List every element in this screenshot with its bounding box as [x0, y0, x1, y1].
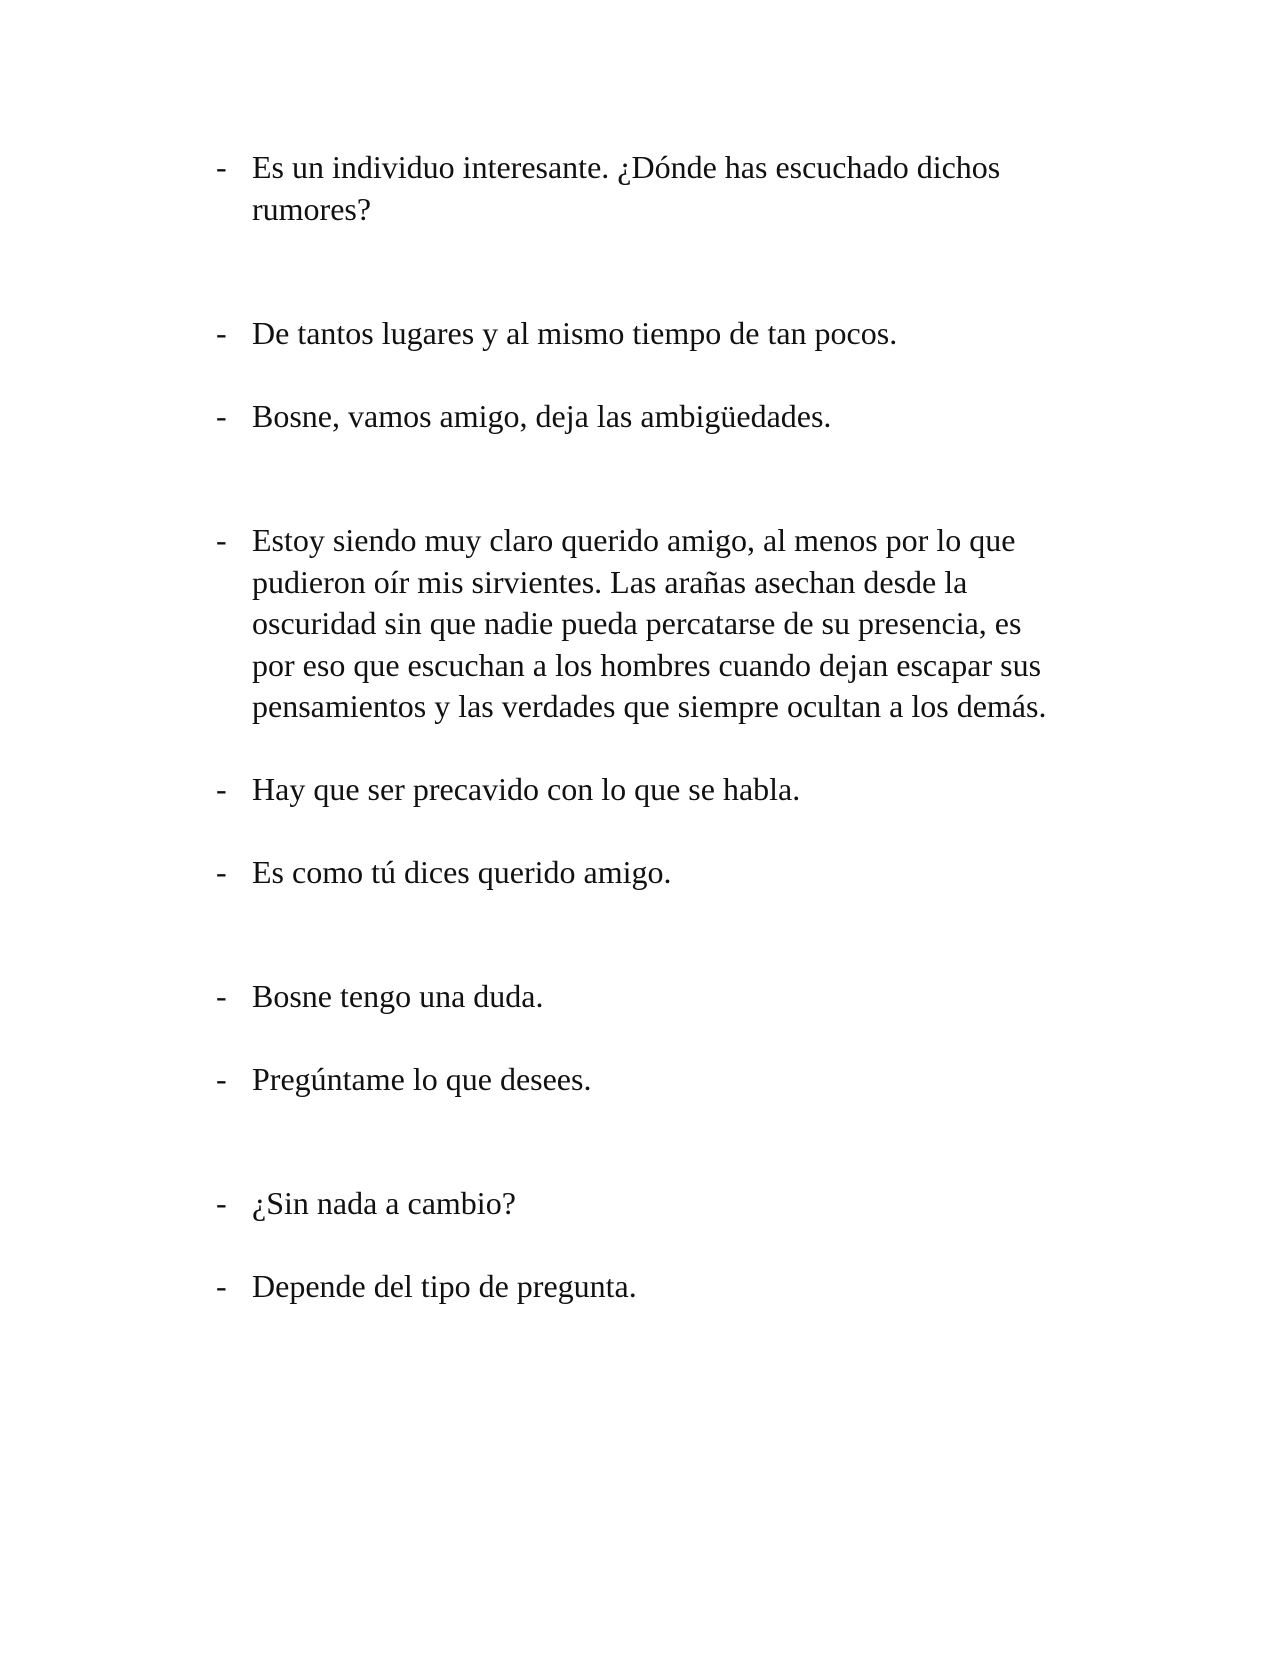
dialogue-text: Depende del tipo de pregunta.	[252, 1268, 637, 1304]
dialogue-text: Pregúntame lo que desees.	[252, 1061, 592, 1097]
dialogue-line	[216, 1183, 1096, 1225]
dialogue-line	[216, 520, 1096, 728]
dialogue-dash: -	[216, 398, 227, 434]
dialogue-dash: -	[216, 854, 227, 890]
dialogue-text: ¿Sin nada a cambio?	[252, 1185, 516, 1221]
dialogue-dash: -	[216, 1185, 227, 1221]
dialogue-text: Bosne, vamos amigo, deja las ambigüedades.	[252, 398, 832, 434]
dialogue-line	[216, 769, 1096, 811]
dialogue-dash: -	[216, 1061, 227, 1097]
dialogue-dash: -	[216, 315, 227, 351]
dialogue-line	[216, 852, 1096, 894]
dialogue-dash: -	[216, 978, 227, 1014]
dialogue-line	[216, 1059, 1096, 1101]
dialogue-text: Bosne tengo una duda.	[252, 978, 544, 1014]
dialogue-dash: -	[216, 149, 227, 185]
dialogue-text: Estoy siendo muy claro querido amigo, al menos por lo que pudieron oír mis sirvientes. Las arañas asechan desde la oscuridad sin que nadie pueda percatarse de su presencia, es por eso que escuchan a los hombres cuando dejan escapar sus pensamientos y las verdades que siempre ocultan a los demás.	[252, 522, 1047, 724]
dialogue-text: Es un individuo interesante. ¿Dónde has escuchado dichos rumores?	[252, 149, 1001, 227]
dialogue-line	[216, 313, 1096, 355]
dialogue-text: De tantos lugares y al mismo tiempo de tan pocos.	[252, 315, 898, 351]
dialogue-dash: -	[216, 522, 227, 558]
dialogue-line	[216, 396, 1096, 438]
dialogue-dash: -	[216, 1268, 227, 1304]
dialogue-line	[216, 147, 1096, 230]
dialogue-text: Hay que ser precavido con lo que se habla.	[252, 771, 801, 807]
dialogue-dash: -	[216, 771, 227, 807]
dialogue-text: Es como tú dices querido amigo.	[252, 854, 672, 890]
dialogue-line	[216, 1266, 1096, 1308]
dialogue-line	[216, 976, 1096, 1018]
